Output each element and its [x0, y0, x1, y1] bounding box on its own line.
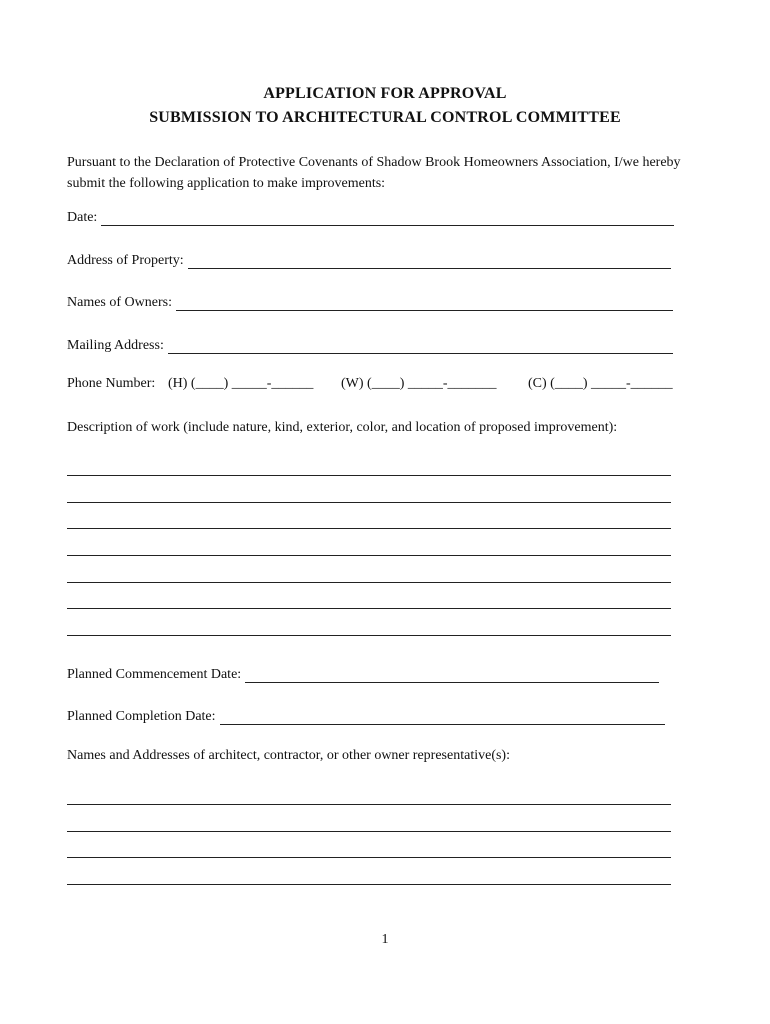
address-of-property-field[interactable] — [188, 254, 671, 269]
date-label: Date: — [67, 210, 98, 225]
phone-number-row — [67, 376, 687, 396]
description-line[interactable] — [67, 475, 671, 476]
names-of-owners-field[interactable] — [176, 296, 673, 311]
names-of-owners-row — [67, 291, 673, 311]
phone-number-label: Phone Number: — [67, 376, 156, 391]
names-of-owners-label: Names of Owners: — [67, 295, 172, 310]
date-field[interactable] — [101, 211, 674, 226]
representatives-line[interactable] — [67, 857, 671, 858]
description-line[interactable] — [67, 528, 671, 529]
form-title: APPLICATION FOR APPROVAL — [263, 85, 507, 102]
phone-cell-field[interactable]: (C) (____) _____-______ — [528, 376, 673, 391]
planned-completion-date-row — [67, 705, 665, 725]
description-label: Description of work (include nature, kind, exterior, color, and location of proposed improvement): — [67, 420, 618, 435]
form-subtitle: SUBMISSION TO ARCHITECTURAL CONTROL COMMITTEE — [149, 109, 621, 126]
date-row — [67, 206, 674, 226]
planned-commencement-date-field[interactable] — [245, 668, 659, 683]
description-line[interactable] — [67, 502, 671, 503]
page-number: 1 — [381, 932, 389, 947]
mailing-address-label: Mailing Address: — [67, 338, 164, 353]
description-line[interactable] — [67, 555, 671, 556]
mailing-address-field[interactable] — [168, 339, 673, 354]
representatives-line[interactable] — [67, 884, 671, 885]
planned-completion-date-label: Planned Completion Date: — [67, 709, 216, 724]
representatives-line[interactable] — [67, 831, 671, 832]
planned-completion-date-field[interactable] — [220, 710, 665, 725]
phone-work-field[interactable]: (W) (____) _____-_______ — [341, 376, 497, 391]
planned-commencement-date-label: Planned Commencement Date: — [67, 667, 242, 682]
description-line[interactable] — [67, 582, 671, 583]
address-of-property-row — [67, 249, 671, 269]
representatives-label: Names and Addresses of architect, contractor, or other owner representative(s): — [67, 748, 510, 763]
address-of-property-label: Address of Property: — [67, 253, 184, 268]
representatives-line[interactable] — [67, 804, 671, 805]
description-line[interactable] — [67, 635, 671, 636]
mailing-address-row — [67, 334, 673, 354]
phone-home-field[interactable]: (H) (____) _____-______ — [168, 376, 314, 391]
description-line[interactable] — [67, 608, 671, 609]
planned-commencement-date-row — [67, 663, 659, 683]
intro-paragraph: Pursuant to the Declaration of Protective Covenants of Shadow Brook Homeowners Association, I/we hereby submit the following application to make improvements: — [67, 155, 681, 191]
